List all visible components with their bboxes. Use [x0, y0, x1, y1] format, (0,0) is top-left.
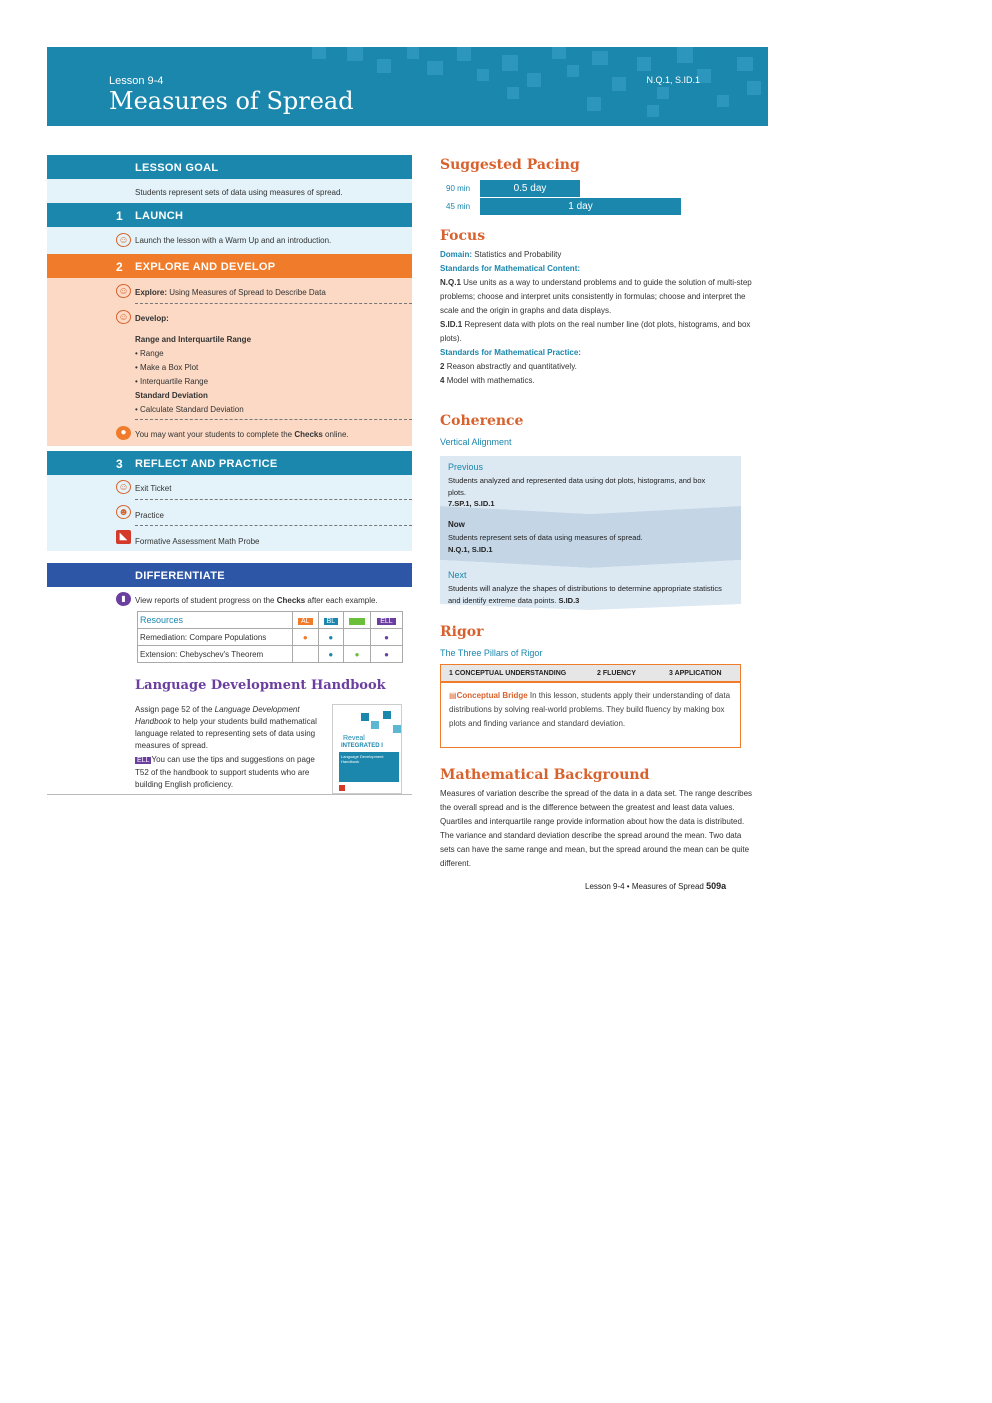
ell-badge: ELL: [137, 757, 150, 764]
ldh-paragraph: Assign page 52 of the Language Development Handbook to help your students build mathematical language related to representing sets of data using measures of spread.: [135, 705, 317, 750]
topic-item: • Range: [135, 349, 164, 358]
differentiate-heading: DIFFERENTIATE: [135, 570, 225, 582]
topic-item: • Interquartile Range: [135, 377, 209, 386]
lesson-goal-heading: LESSON GOAL: [135, 162, 219, 174]
focus-title: Focus: [440, 228, 486, 244]
differentiate-panel: [47, 587, 412, 795]
group-icon: ☺: [116, 310, 131, 324]
reports-note: View reports of student progress on the Checks after each example.: [135, 596, 378, 605]
handbook-cover: [332, 704, 402, 794]
exit-ticket: Exit Ticket: [135, 484, 172, 493]
pacing-bar-45: 1 day: [480, 198, 681, 215]
row-label: Remediation: Compare Populations: [138, 629, 293, 646]
vertical-alignment: Vertical Alignment: [440, 437, 512, 447]
launch-text: Launch the lesson with a Warm Up and an introduction.: [135, 236, 332, 245]
checks-note: You may want your students to complete the Checks online.: [135, 430, 349, 439]
pillar-1: 1 CONCEPTUAL UNDERSTANDING: [449, 670, 567, 677]
group-icon: ☺: [116, 284, 131, 298]
launch-bar: [47, 203, 412, 227]
table-row: Extension: Chebyschev's Theorem ● ● ●: [138, 646, 403, 663]
now-standards: N.Q.1, S.ID.1: [448, 545, 493, 554]
next-text: Students will analyze the shapes of distributions to determine appropriate statistics and identify extreme data points. S.ID.3: [448, 584, 722, 605]
previous-text: Students analyzed and represented data using dot plots, histograms, and box plots.: [448, 476, 706, 497]
rigor-subtitle: The Three Pillars of Rigor: [440, 648, 543, 658]
pacing-bar-90: 0.5 day: [480, 180, 580, 197]
student-icon: ●: [116, 426, 131, 440]
ol-badge: OL: [349, 618, 364, 625]
practice: Practice: [135, 511, 164, 520]
rigor-title: Rigor: [440, 624, 484, 640]
row-label: Extension: Chebyschev's Theorem: [138, 646, 293, 663]
topic-std-dev: Standard Deviation: [135, 391, 208, 400]
book-title: INTEGRATED I: [341, 743, 383, 749]
page-footer: Lesson 9-4 • Measures of Spread 509a: [585, 881, 727, 891]
launch-number: 1: [116, 209, 123, 223]
divider: [135, 303, 412, 304]
group-icon: ☺: [116, 233, 131, 247]
math-probe: Formative Assessment Math Probe: [135, 537, 260, 546]
reflect-panel: [47, 475, 412, 551]
develop-label: Develop:: [135, 314, 169, 323]
now-text: Students represent sets of data using measures of spread.: [448, 533, 643, 542]
topic-item: • Make a Box Plot: [135, 363, 199, 372]
ldh-title: Language Development Handbook: [135, 678, 386, 693]
explore-bar: [47, 254, 412, 278]
pacing-label-45: 45 min: [446, 202, 471, 211]
vertical-alignment-panel: [440, 456, 741, 610]
book-brand: Reveal: [343, 735, 365, 742]
lesson-number: Lesson 9-4: [109, 75, 164, 87]
resources-header: Resources: [138, 612, 293, 629]
previous-label: Previous: [448, 462, 484, 472]
pillar-2: 2 FLUENCY: [597, 670, 636, 677]
lesson-goal-text: Students represent sets of data using measures of spread.: [135, 188, 343, 197]
math-background-title: Mathematical Background: [440, 767, 650, 783]
lesson-header: [47, 47, 768, 126]
resources-table: [137, 611, 403, 663]
explore-line: Explore: Using Measures of Spread to Describe Data: [135, 288, 326, 297]
lesson-goal-bar: [47, 155, 412, 179]
differentiate-bar: [47, 563, 412, 587]
next-label: Next: [448, 570, 467, 580]
launch-heading: LAUNCH: [135, 210, 184, 222]
probe-icon: ◣: [116, 530, 131, 544]
pillar-3: 3 APPLICATION: [669, 670, 722, 677]
explore-heading: EXPLORE AND DEVELOP: [135, 261, 276, 273]
divider: [135, 525, 412, 526]
bridge-icon: ▤: [449, 691, 457, 700]
focus-body: Domain: Statistics and Probability Standards for Mathematical Content: N.Q.1 Use units as a way to understand problems and to guide the solution of multi-step problems; choose and interpret units consistently in formulas; choose and interpret the scale and the origin in graphs and data displays. S.ID.1 Represent data with plots on the real number line (dot plots, histograms, and box plots). Standards for Mathematical Practice: 2 Reason abstractly and quantitatively. 4 Model with mathematics.: [440, 250, 752, 385]
pacing-label-90: 90 min: [446, 184, 471, 193]
reflect-heading: REFLECT AND PRACTICE: [135, 458, 278, 470]
ell-badge: ELL: [377, 618, 395, 625]
math-background-text: Measures of variation describe the spread of the data in a data set. The range describes the overall spread and is the difference between the greatest and least data values. Quartiles and interquartile range provide information about how the data is distributed. The variance and standard deviation describe the spread around the mean. Two data sets can have the same range and mean, but the spread around the mean can be quite different.: [440, 789, 753, 868]
ldh-ell-paragraph: ELL You can use the tips and suggestions on page T52 of the handbook to support students who are building English proficiency.: [135, 755, 315, 789]
topic-range-iqr: Range and Interquartile Range: [135, 335, 252, 344]
header-standards: N.Q.1, S.ID.1: [646, 75, 700, 85]
book-subtitle: Language Development Handbook: [339, 752, 399, 782]
coherence-title: Coherence: [440, 413, 524, 429]
table-row: Remediation: Compare Populations ● ● ●: [138, 629, 403, 646]
conceptual-bridge: ▤Conceptual Bridge In this lesson, students apply their understanding of data distributions by solving real-world problems. They build fluency by making box plots and finding variance and standard deviation.: [449, 691, 731, 728]
rigor-columns: [441, 665, 740, 681]
divider: [135, 499, 412, 500]
topic-item: • Calculate Standard Deviation: [135, 405, 244, 414]
explore-panel: [47, 278, 412, 446]
group-icon: ☺: [116, 480, 131, 494]
pacing-title: Suggested Pacing: [440, 157, 580, 173]
rigor-box: [440, 664, 741, 748]
practice-icon: ☻: [116, 505, 131, 519]
previous-standards: 7.SP.1, S.ID.1: [448, 499, 495, 508]
divider: [135, 419, 412, 420]
reflect-number: 3: [116, 457, 123, 471]
now-label: Now: [448, 520, 465, 529]
launch-panel: [47, 227, 412, 254]
lesson-goal-panel: [47, 179, 412, 203]
explore-number: 2: [116, 260, 123, 274]
page-title: Measures of Spread: [109, 87, 354, 115]
reports-icon: ▮: [116, 592, 131, 606]
al-badge: AL: [298, 618, 313, 625]
reflect-bar: [47, 451, 412, 475]
bl-badge: BL: [324, 618, 339, 625]
